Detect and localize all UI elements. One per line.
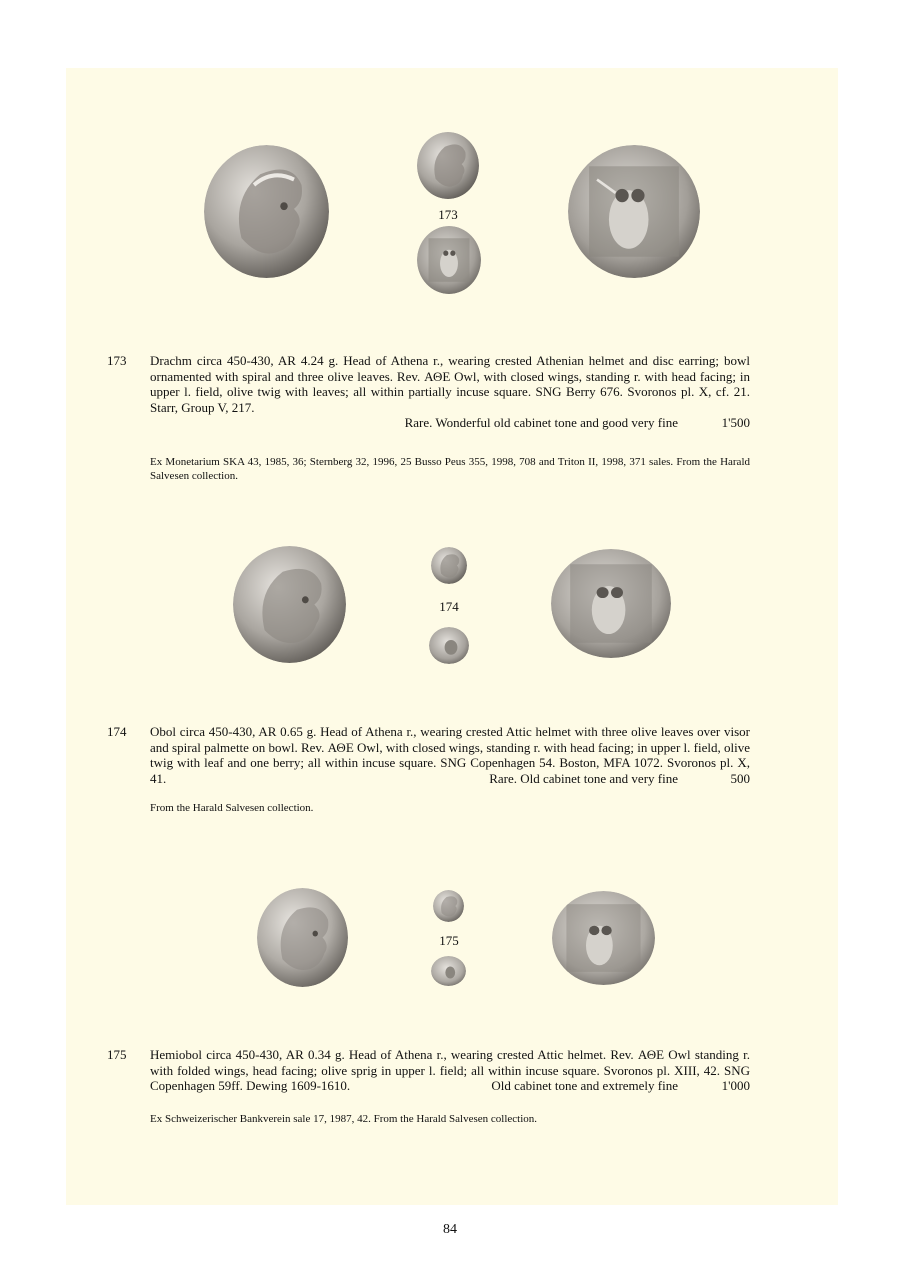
- lot-description-text: Obol circa 450-430, AR 0.65 g. Head of Athena r., wearing crested Attic helmet with three olive leaves over visor and spiral palmette on bowl. Rev. ΑΘΕ Owl, with closed wings, standing r. with head facing; in upper l. field, olive twig with leaf and one berry; all within incuse square. SNG Copenhagen 54. Boston, MFA 1072. Svoronos pl. X, 41.: [150, 724, 750, 786]
- lot-provenance: Ex Monetarium SKA 43, 1985, 36; Sternberg 32, 1996, 25 Busso Peus 355, 1998, 708 and Triton II, 1998, 371 sales. From the Harald Salvesen collection.: [150, 456, 750, 482]
- coin-174-reverse: [429, 627, 469, 664]
- coin-175-obverse-enlarged: [257, 888, 348, 987]
- lot-price: 1'500: [721, 415, 750, 430]
- lot-price: 500: [730, 770, 750, 786]
- lot-description: [150, 724, 750, 786]
- lot-number: 174: [107, 724, 127, 739]
- coin-174-obverse-enlarged: [233, 546, 346, 663]
- coin-173-label: 173: [438, 207, 458, 222]
- coin-173-reverse-enlarged: [568, 145, 700, 278]
- lot-price: 1'000: [721, 1078, 750, 1093]
- coin-175-reverse: [431, 956, 466, 986]
- lot-condition: Rare. Wonderful old cabinet tone and good very fine: [404, 415, 678, 430]
- lot-number: 173: [107, 353, 127, 368]
- lot-description: [150, 353, 750, 431]
- coin-174-obverse: [431, 547, 467, 584]
- coin-175-label: 175: [439, 933, 459, 948]
- lot-provenance: From the Harald Salvesen collection.: [150, 802, 314, 814]
- coin-174-reverse-enlarged: [551, 549, 671, 658]
- lot-closing-line: [150, 771, 750, 787]
- coin-173-reverse: [417, 226, 481, 294]
- lot-description-text: Hemiobol circa 450-430, AR 0.34 g. Head of Athena r., wearing crested Attic helmet. Rev. ΑΘΕ Owl standing r. with folded wings, head facing; olive sprig in upper l. field; all within incuse square. Svoronos pl. XIII, 42. SNG Copenhagen 59ff. Dewing 1609-1610.: [150, 1047, 750, 1093]
- coin-173-obverse-enlarged: [204, 145, 329, 278]
- lot-description: [150, 1047, 750, 1094]
- lot-description-text: Drachm circa 450-430, AR 4.24 g. Head of Athena r., wearing crested Athenian helmet and disc earring; bowl ornamented with spiral and three olive leaves. Rev. ΑΘΕ Owl, with closed wings, standing r. with head facing; in upper l. field, olive twig with leaves; all within partially incuse square. SNG Berry 676. Svoronos pl. X, cf. 21. Starr, Group V, 217.: [150, 353, 750, 415]
- lot-number: 175: [107, 1047, 127, 1062]
- lot-closing-line: [150, 415, 750, 431]
- coin-174-label: 174: [439, 599, 459, 614]
- lot-provenance: Ex Schweizerischer Bankverein sale 17, 1987, 42. From the Harald Salvesen collection.: [150, 1113, 538, 1125]
- coin-173-obverse: [417, 132, 479, 199]
- page-number: 84: [443, 1222, 457, 1237]
- lot-condition: Rare. Old cabinet tone and very fine: [489, 770, 678, 786]
- coin-175-reverse-enlarged: [552, 891, 655, 985]
- coin-175-obverse: [433, 890, 464, 922]
- lot-condition: Old cabinet tone and extremely fine: [491, 1078, 678, 1093]
